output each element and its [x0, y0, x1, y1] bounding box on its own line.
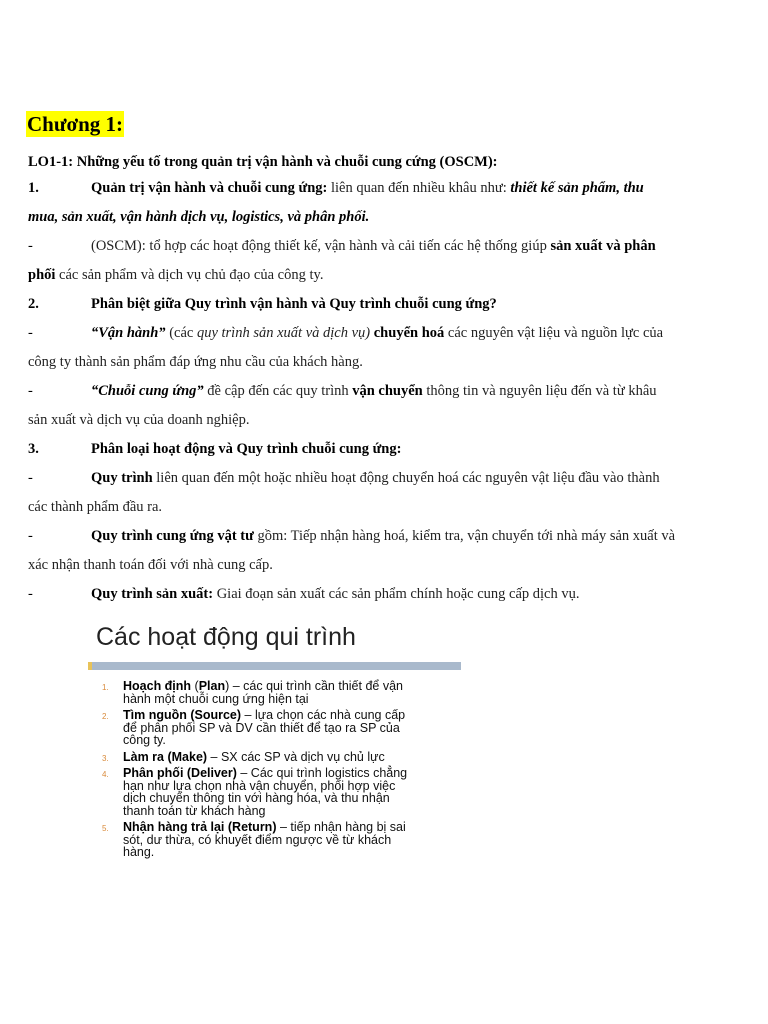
slide-bar-accent — [88, 662, 92, 670]
section-2-heading: Phân biệt giữa Quy trình vận hành và Quy trình chuỗi cung ứng? — [91, 296, 497, 312]
item-text: ) – các qui trình cần thiết để vận — [225, 679, 403, 693]
item-term: Phân phối (Deliver) — [123, 766, 237, 780]
list-number: 1. — [102, 683, 109, 692]
item-term: Hoạch định — [123, 679, 192, 693]
embedded-slide-image — [88, 620, 468, 863]
slide-list-item — [88, 709, 468, 747]
item-text: – tiếp nhận hàng bị sai — [276, 820, 406, 834]
section-3-bullet-2-line-2 — [28, 551, 752, 580]
bullet-text: thông tin và nguyên liệu đến và từ khâu — [422, 383, 657, 399]
item-text-cont: dịch chuyển thông tin với hàng hóa, và thu nhận — [123, 791, 390, 805]
bullet-text: các nguyên vật liệu và nguồn lực của — [444, 325, 664, 341]
section-1-line — [28, 174, 752, 203]
item-term: Tìm nguồn (Source) — [123, 708, 242, 722]
bullet-dash: - — [28, 383, 33, 399]
bullet-bold: Quy trình — [91, 470, 153, 486]
section-2-line — [28, 290, 752, 319]
item-term-en: Plan — [198, 679, 226, 693]
section-2-number: 2. — [28, 296, 39, 312]
section-1-number: 1. — [28, 180, 39, 196]
section-2-bullet-1-line-2 — [28, 348, 752, 377]
item-text-cont: để phân phối SP và DV cần thiết để tạo ra SP của — [123, 720, 400, 735]
slide-list — [88, 680, 468, 859]
bullet-bold-cont: phối — [28, 267, 56, 283]
list-number: 5. — [102, 824, 109, 833]
item-text: – lựa chọn các nhà cung cấp — [241, 708, 406, 722]
section-3-heading: Phân loại hoạt động và Quy trình chuỗi cung ứng: — [91, 441, 402, 457]
item-text-cont: hàng. — [123, 845, 155, 859]
section-1-heading: Quản trị vận hành và chuỗi cung ứng: — [91, 180, 328, 196]
slide-title-bar — [88, 662, 461, 670]
section-1-emphasis: thiết kế sản phẩm, thu — [510, 180, 644, 196]
chapter-title: Chương 1: — [27, 112, 123, 136]
item-text-cont: công ty. — [123, 733, 166, 747]
lo-heading-line — [28, 150, 752, 174]
section-1-line-2 — [28, 203, 752, 232]
slide-list-item — [88, 821, 468, 859]
bullet-text-cont: các sản phẩm và dịch vụ chủ đạo của công ty. — [55, 267, 324, 283]
bullet-bold: vận chuyển — [352, 383, 423, 399]
slide-title: Các hoạt động qui trình — [96, 623, 356, 651]
slide-list-item — [88, 767, 468, 817]
bullet-bold: Quy trình cung ứng vật tư — [91, 528, 254, 544]
bullet-dash: - — [28, 325, 33, 341]
section-1-text: liên quan đến nhiều khâu như: — [327, 180, 511, 196]
item-text-cont: hành một chuỗi cung ứng hiện tại — [123, 691, 309, 706]
section-1-bullet-line-2 — [28, 261, 752, 290]
section-3-bullet-2 — [28, 522, 752, 551]
bullet-text-cont: các thành phẩm đầu ra. — [28, 499, 163, 515]
bullet-bold: chuyển hoá — [373, 325, 445, 341]
bullet-text-cont: công ty thành sản phẩm đáp ứng nhu cầu của khách hàng. — [28, 354, 363, 370]
section-3-bullet-1 — [28, 464, 752, 493]
bullet-dash: - — [28, 470, 33, 486]
item-text-cont: thanh toán từ khách hàng — [123, 803, 266, 818]
item-text: – SX các SP và dịch vụ chủ lực — [207, 749, 385, 764]
list-number: 2. — [102, 712, 109, 721]
term-chuoi-cung-ung: “Chuỗi cung ứng” — [91, 383, 204, 399]
section-2-bullet-1 — [28, 319, 752, 348]
bullet-text: (các — [165, 325, 197, 341]
item-term: Nhận hàng trả lại (Return) — [123, 820, 277, 834]
section-1-bullet — [28, 232, 752, 261]
section-2-bullet-2 — [28, 377, 752, 406]
item-paren: ( — [191, 679, 199, 693]
item-text-cont: sót, dư thừa, có khuyết điểm ngược về từ khách — [123, 832, 392, 847]
section-3-line — [28, 435, 752, 464]
slide-list-item — [88, 751, 468, 764]
document-body — [28, 150, 752, 609]
item-term: Làm ra (Make) — [123, 749, 208, 764]
bullet-bold: Quy trình sản xuất: — [91, 586, 214, 602]
section-3-bullet-3 — [28, 580, 752, 609]
section-3-number: 3. — [28, 441, 39, 457]
bullet-text: (OSCM): tổ hợp các hoạt động thiết kế, vận hành và cải tiến các hệ thống giúp — [91, 238, 551, 254]
list-number: 4. — [102, 770, 109, 779]
bullet-bold: sản xuất và phân — [550, 238, 656, 254]
bullet-text: liên quan đến một hoặc nhiều hoạt động chuyển hoá các nguyên vật liệu đầu vào thành — [152, 470, 660, 486]
lo-heading: LO1-1: Những yếu tố trong quản trị vận hành và chuỗi cung cứng (OSCM): — [28, 154, 498, 170]
bullet-text: gồm: Tiếp nhận hàng hoá, kiểm tra, vận chuyển tới nhà máy sản xuất và — [253, 528, 676, 544]
item-text: – Các qui trình logistics chẳng — [236, 766, 408, 780]
section-3-bullet-1-line-2 — [28, 493, 752, 522]
item-text-cont: hạn như lựa chọn nhà vận chuyển, phối hợp việc — [123, 778, 396, 793]
bullet-dash: - — [28, 586, 33, 602]
bullet-text-cont: sản xuất và dịch vụ của doanh nghiệp. — [28, 412, 250, 428]
section-2-bullet-2-line-2 — [28, 406, 752, 435]
bullet-text: Giai đoạn sản xuất các sản phẩm chính hoặc cung cấp dịch vụ. — [213, 586, 580, 602]
bullet-text-cont: xác nhận thanh toán đối với nhà cung cấp. — [28, 557, 273, 573]
list-number: 3. — [102, 753, 109, 763]
section-1-emphasis-cont: mua, sản xuất, vận hành dịch vụ, logistics, và phân phối. — [28, 209, 370, 225]
bullet-dash: - — [28, 528, 33, 544]
bullet-dash: - — [28, 238, 33, 254]
bullet-italic: quy trình sản xuất và dịch vụ) — [196, 325, 371, 341]
slide-list-item — [88, 680, 468, 705]
term-van-hanh: “Vận hành” — [91, 325, 166, 341]
bullet-text: đề cập đến các quy trình — [203, 383, 353, 399]
